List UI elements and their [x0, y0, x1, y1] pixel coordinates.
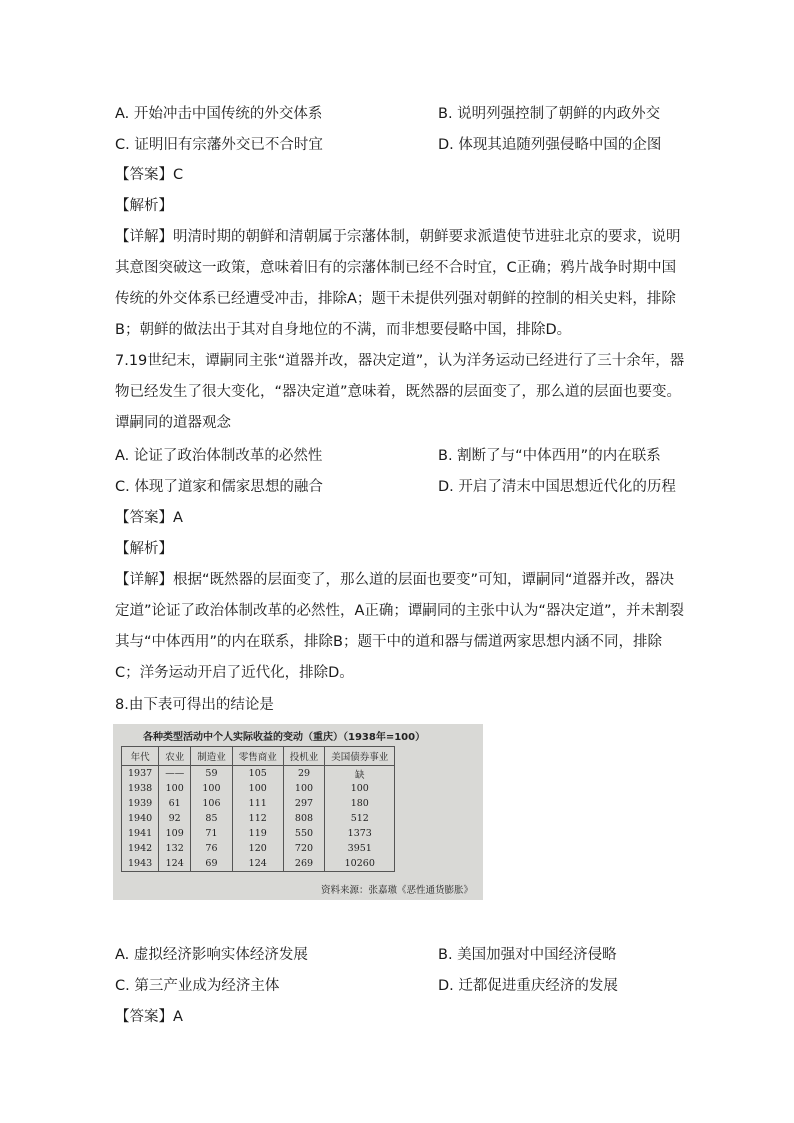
table-row: [122, 826, 395, 841]
table-cell: 92: [159, 811, 191, 826]
q6-option-a: A. 开始冲击中国传统的外交体系: [115, 106, 323, 122]
table-cell: 269: [283, 856, 325, 872]
table-cell: 1937: [122, 766, 159, 782]
q8-option-c: C. 第三产业成为经济主体: [115, 978, 280, 994]
table-cell: 76: [191, 841, 233, 856]
table-cell: 119: [232, 826, 283, 841]
q8-option-b: B. 美国加强对中国经济侵略: [438, 947, 617, 963]
table-row: [122, 766, 395, 782]
table-cell: 720: [283, 841, 325, 856]
table-cell: 120: [232, 841, 283, 856]
table-row: [122, 796, 395, 811]
table-cell: 109: [159, 826, 191, 841]
table-row: [122, 841, 395, 856]
table-cell: 85: [191, 811, 233, 826]
table-cell: ——: [159, 766, 191, 782]
q6-answer: 【答案】C: [115, 167, 184, 183]
col-header: 投机业: [283, 747, 325, 766]
q7-option-a: A. 论证了政治体制改革的必然性: [115, 448, 323, 464]
q7-answer: 【答案】A: [115, 510, 183, 526]
table-cell: 1940: [122, 811, 159, 826]
table-cell: 808: [283, 811, 325, 826]
col-header: 零售商业: [232, 747, 283, 766]
table-cell: 297: [283, 796, 325, 811]
table-cell: 100: [232, 781, 283, 796]
q7-stem: 7.19世纪末，谭嗣同主张“道器并改，器决定道”，认为洋务运动已经进行了三十余年，器物已经发生了很大变化，“器决定道”意味着，既然器的层面变了，那么道的层面也要变。谭嗣同的道器观念: [115, 353, 685, 431]
table-row: [122, 856, 395, 872]
q7-option-d: D. 开启了清末中国思想近代化的历程: [438, 479, 676, 495]
table-row: [122, 781, 395, 796]
table-cell: 61: [159, 796, 191, 811]
table-cell: 1939: [122, 796, 159, 811]
table-cell: 132: [159, 841, 191, 856]
table-row: [122, 811, 395, 826]
q7-option-c: C. 体现了道家和儒家思想的融合: [115, 479, 323, 495]
table-cell: 缺: [325, 766, 395, 782]
q8-table-caption: 各种类型活动中个人实际收益的变动（重庆）（1938年=100）: [143, 732, 426, 743]
q8-stem: 8.由下表可得出的结论是: [115, 697, 274, 713]
table-cell: 100: [283, 781, 325, 796]
table-cell: 100: [159, 781, 191, 796]
q8-data-table: [121, 746, 395, 872]
col-header: 年代: [122, 747, 159, 766]
table-cell: 112: [232, 811, 283, 826]
table-cell: 106: [191, 796, 233, 811]
col-header: 制造业: [191, 747, 233, 766]
table-cell: 29: [283, 766, 325, 782]
table-cell: 1941: [122, 826, 159, 841]
q8-option-d: D. 迁都促进重庆经济的发展: [438, 978, 618, 994]
table-cell: 3951: [325, 841, 395, 856]
table-cell: 10260: [325, 856, 395, 872]
table-cell: 59: [191, 766, 233, 782]
q8-table-header-row: [122, 747, 395, 766]
table-cell: 124: [232, 856, 283, 872]
table-cell: 124: [159, 856, 191, 872]
q6-option-c: C. 证明旧有宗藩外交已不合时宜: [115, 137, 323, 153]
table-cell: 111: [232, 796, 283, 811]
table-cell: 1942: [122, 841, 159, 856]
table-cell: 1943: [122, 856, 159, 872]
q8-table-image: [113, 724, 483, 900]
table-cell: 100: [191, 781, 233, 796]
q8-answer: 【答案】A: [115, 1009, 183, 1025]
q6-detail: 【详解】明清时期的朝鲜和清朝属于宗藩体制，朝鲜要求派遣使节进驻北京的要求，说明其意图突破这一政策，意味着旧有的宗藩体制已经不合时宜，C正确；鸦片战争时期中国传统的外交体系已经遭受冲击，排除A；题干未提供列强对朝鲜的控制的相关史料，排除B；朝鲜的做法出于其对自身地位的不满，而非想要侵略中国，排除D。: [115, 229, 681, 338]
table-cell: 105: [232, 766, 283, 782]
col-header: 美国债券事业: [325, 747, 395, 766]
q7-detail: 【详解】根据“既然器的层面变了，那么道的层面也要变”可知，谭嗣同“道器并改，器决定道”论证了政治体制改革的必然性，A正确；谭嗣同的主张中认为“器决定道”，并未割裂其与“中体西用”的内在联系，排除B；题干中的道和器与儒道两家思想内涵不同，排除C；洋务运动开启了近代化，排除D。: [115, 572, 684, 681]
q7-analysis-label: 【解析】: [115, 541, 173, 557]
table-cell: 1938: [122, 781, 159, 796]
table-cell: 550: [283, 826, 325, 841]
q7-option-b: B. 割断了与“中体西用”的内在联系: [438, 448, 661, 464]
q8-table-source: 资料来源：张嘉璈《恶性通货膨胀》: [320, 885, 473, 896]
q6-analysis-label: 【解析】: [115, 198, 173, 214]
table-cell: 69: [191, 856, 233, 872]
table-cell: 1373: [325, 826, 395, 841]
table-cell: 71: [191, 826, 233, 841]
table-cell: 512: [325, 811, 395, 826]
q8-option-a: A. 虚拟经济影响实体经济发展: [115, 947, 308, 963]
q6-option-b: B. 说明列强控制了朝鲜的内政外交: [438, 106, 661, 122]
col-header: 农业: [159, 747, 191, 766]
table-cell: 100: [325, 781, 395, 796]
table-cell: 180: [325, 796, 395, 811]
q6-option-d: D. 体现其追随列强侵略中国的企图: [438, 137, 662, 153]
